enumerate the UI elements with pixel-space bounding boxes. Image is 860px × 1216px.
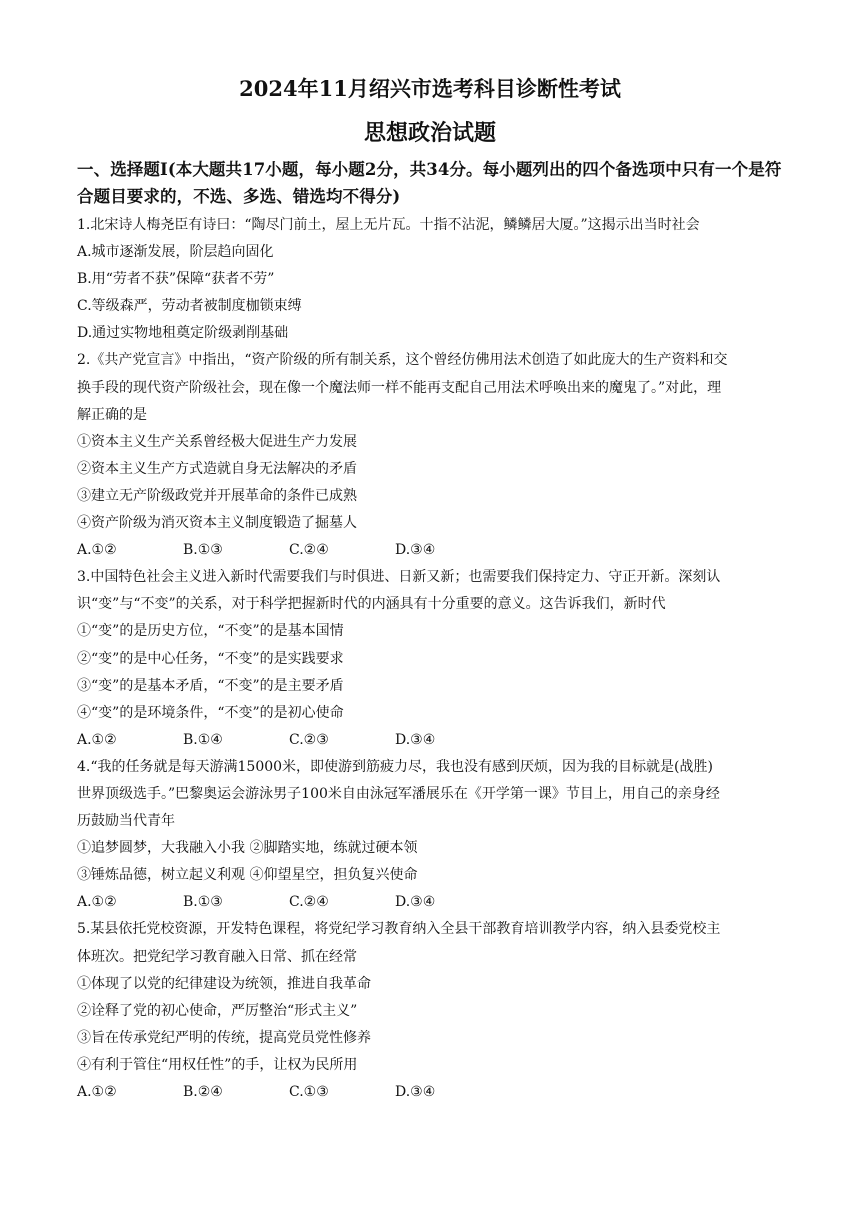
question-stem: 解正确的是: [77, 406, 147, 423]
section-heading: 一、选择题Ⅰ(本大题共17小题，每小题2分，共34分。每小题列出的四个备选项中只有一个是符合题目要求的，不选、多选、错选均不得分): [77, 160, 782, 206]
statement-item: ②诠释了党的初心使命，严厉整治“形式主义”: [77, 1002, 358, 1019]
statement-item: ③建立无产阶级政党并开展革命的条件已成熟: [77, 487, 357, 504]
question-stem: 5.某县依托党校资源，开发特色课程，将党纪学习教育纳入全县干部教育培训教学内容，纳入县委党校主: [77, 921, 721, 938]
answer-options: [77, 889, 789, 916]
option-c: C.②④: [289, 894, 329, 911]
statement-item: ①“变”的是历史方位，“不变”的是基本国情: [77, 623, 344, 640]
question-stem: 体班次。把党纪学习教育融入日常、抓在经常: [77, 948, 357, 965]
option-d: D.③④: [395, 894, 436, 911]
question-2: [77, 347, 789, 564]
question-stem: 换手段的现代资产阶级社会，现在像一个魔法师一样不能再支配自己用法术呼唤出来的魔鬼了。”对此，理: [77, 379, 722, 396]
answer-options: [77, 727, 789, 754]
answer-options: [77, 1079, 789, 1106]
statement-item: ③“变”的是基本矛盾，“不变”的是主要矛盾: [77, 677, 344, 694]
question-stem: 3.中国特色社会主义进入新时代需要我们与时俱进、日新又新；也需要我们保持定力、守正开新。深刻认: [77, 569, 721, 586]
statement-item: ①体现了以党的纪律建设为统领，推进自我革命: [77, 975, 371, 992]
statement-item: ④资产阶级为消灭资本主义制度锻造了掘墓人: [77, 515, 357, 532]
option-a: A.①②: [77, 542, 117, 559]
question-stem: 2.《共产党宣言》中指出，“资产阶级的所有制关系，这个曾经仿佛用法术创造了如此庞大的生产资料和交: [77, 352, 728, 369]
option-d: D.③④: [395, 731, 436, 748]
option-d: D.③④: [395, 1084, 436, 1100]
option-a: A.①②: [77, 731, 117, 748]
option-c: C.②③: [289, 731, 329, 748]
option-c: C.②④: [289, 542, 329, 559]
statement-item: ③锤炼品德，树立起义利观 ④仰望星空，担负复兴使命: [77, 867, 418, 884]
question-4: [77, 754, 789, 917]
option-b: B.①④: [183, 731, 223, 748]
questions-body: [77, 212, 789, 1106]
statement-item: ③旨在传承党纪严明的传统，提高党员党性修养: [77, 1029, 371, 1046]
question-stem: 识“变”与“不变”的关系，对于科学把握新时代的内涵具有十分重要的意义。这告诉我们，新时代: [77, 596, 666, 613]
statement-item: ④有利于管住“用权任性”的手，让权为民所用: [77, 1056, 358, 1073]
answer-choice: A.城市逐渐发展，阶层趋向固化: [77, 244, 274, 261]
question-1: [77, 212, 789, 347]
question-stem: 世界顶级选手。”巴黎奥运会游泳男子100米自由泳冠军潘展乐在《开学第一课》节目上，用自己的亲身经: [77, 785, 720, 802]
question-stem: 4.“我的任务就是每天游满15000米，即使游到筋疲力尽，我也没有感到厌烦，因为我的目标就是(战胜): [77, 758, 713, 775]
option-b: B.①③: [183, 542, 223, 559]
exam-title: 2024年11月绍兴市选考科目诊断性考试: [239, 76, 621, 101]
option-a: A.①②: [77, 894, 117, 911]
subject-title: 思想政治试题: [363, 120, 496, 146]
statement-item: ④“变”的是环境条件，“不变”的是初心使命: [77, 704, 344, 721]
option-a: A.①②: [77, 1084, 117, 1100]
answer-choice: C.等级森严，劳动者被制度枷锁束缚: [77, 298, 302, 315]
answer-choice: B.用“劳者不获”保障“获者不劳”: [77, 271, 275, 288]
option-c: C.①③: [289, 1084, 329, 1100]
statement-item: ②资本主义生产方式造就自身无法解决的矛盾: [77, 460, 357, 477]
question-3: [77, 564, 789, 754]
answer-choice: D.通过实物地租奠定阶级剥削基础: [77, 325, 289, 342]
answer-options: [77, 537, 789, 564]
option-d: D.③④: [395, 542, 436, 559]
question-stem: 1.北宋诗人梅尧臣有诗曰：“陶尽门前土，屋上无片瓦。十指不沾泥，鳞鳞居大厦。”这揭示出当时社会: [77, 217, 700, 233]
question-stem: 历鼓励当代青年: [77, 813, 175, 830]
option-b: B.①③: [183, 894, 223, 911]
statement-item: ②“变”的是中心任务，“不变”的是实践要求: [77, 650, 344, 667]
question-5: [77, 916, 789, 1106]
statement-item: ①追梦圆梦，大我融入小我 ②脚踏实地，练就过硬本领: [77, 840, 418, 857]
option-b: B.②④: [183, 1084, 223, 1100]
statement-item: ①资本主义生产关系曾经极大促进生产力发展: [77, 433, 357, 450]
